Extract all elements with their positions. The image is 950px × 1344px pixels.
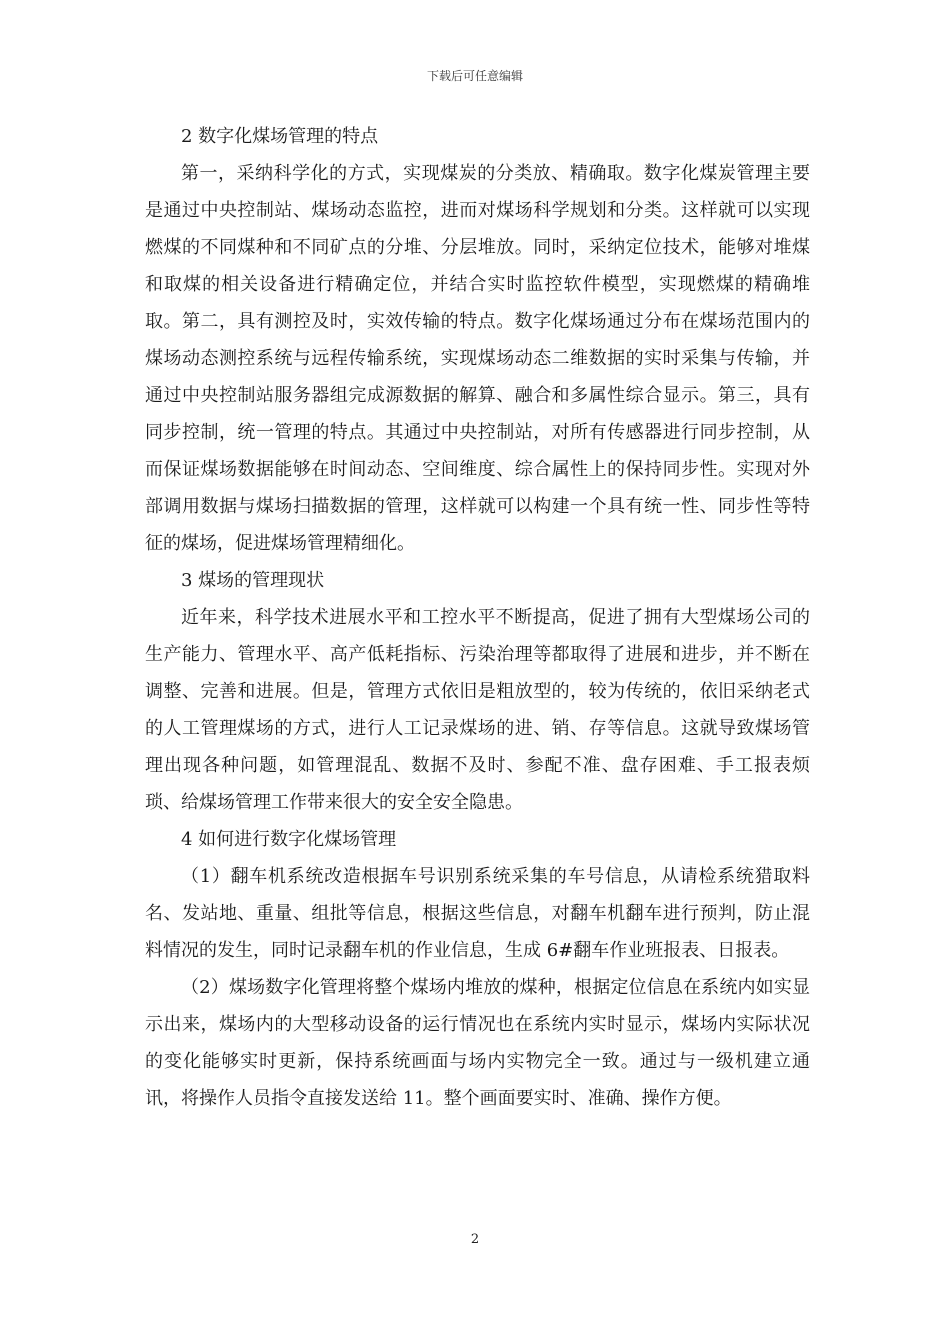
section-2-paragraph: 第一，采纳科学化的方式，实现煤炭的分类放、精确取。数字化煤炭管理主要是通过中央控制站、煤场动态监控，进而对煤场科学规划和分类。这样就可以实现燃煤的不同煤种和不同矿点的分堆、分层堆放。同时，采纳定位技术，能够对堆煤和取煤的相关设备进行精确定位，并结合实时监控软件模型，实现燃煤的精确堆取。第二，具有测控及时，实效传输的特点。数字化煤场通过分布在煤场范围内的煤场动态测控系统与远程传输系统，实现煤场动态二维数据的实时采集与传输，并通过中央控制站服务器组完成源数据的解算、融合和多属性综合显示。第三，具有同步控制，统一管理的特点。其通过中央控制站，对所有传感器进行同步控制，从而保证煤场数据能够在时间动态、空间维度、综合属性上的保持同步性。实现对外部调用数据与煤场扫描数据的管理，这样就可以构建一个具有统一性、同步性等特征的煤场，促进煤场管理精细化。: [145, 163, 810, 554]
section-heading-3: 3 煤场的管理现状: [181, 570, 325, 591]
section-heading-2: 2 数字化煤场管理的特点: [181, 126, 379, 147]
section-heading-4: 4 如何进行数字化煤场管理: [181, 829, 397, 850]
document-body: [145, 118, 810, 1117]
section-4-paragraph-1: （1）翻车机系统改造根据车号识别系统采集的车号信息，从请检系统猎取料名、发站地、重量、组批等信息，根据这些信息，对翻车机翻车进行预判，防止混料情况的发生，同时记录翻车机的作业信息，生成 6#翻车作业班报表、日报表。: [145, 866, 810, 961]
section-3-paragraph: 近年来，科学技术进展水平和工控水平不断提高，促进了拥有大型煤场公司的生产能力、管理水平、高产低耗指标、污染治理等都取得了进展和进步，并不断在调整、完善和进展。但是，管理方式依旧是粗放型的，较为传统的，依旧采纳老式的人工管理煤场的方式，进行人工记录煤场的进、销、存等信息。这就导致煤场管理出现各种问题，如管理混乱、数据不及时、参配不准、盘存困难、手工报表烦琐、给煤场管理工作带来很大的安全安全隐患。: [145, 607, 810, 813]
section-4-paragraph-2: （2）煤场数字化管理将整个煤场内堆放的煤种，根据定位信息在系统内如实显示出来，煤场内的大型移动设备的运行情况也在系统内实时显示，煤场内实际状况的变化能够实时更新，保持系统画面与场内实物完全一致。通过与一级机建立通讯，将操作人员指令直接发送给 11。整个画面要实时、准确、操作方便。: [145, 977, 810, 1109]
header-note: 下载后可任意编辑: [426, 69, 523, 83]
page-number: 2: [470, 1232, 480, 1247]
